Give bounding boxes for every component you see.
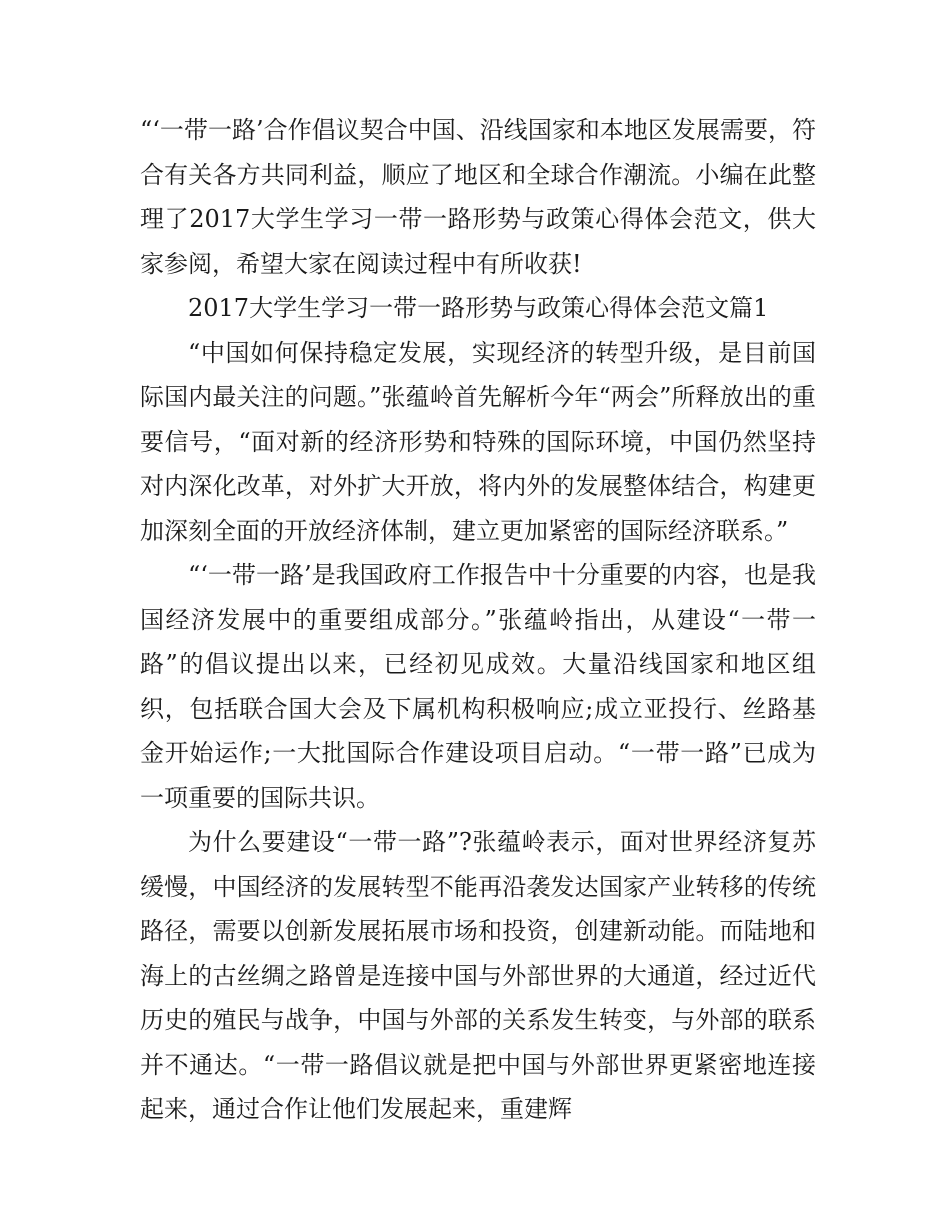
body-paragraph: 为什么要建设“一带一路”?张蕴岭表示，面对世界经济复苏缓慢，中国经济的发展转型不能再沿袭发达国家产业转移的传统路径，需要以创新发展拓展市场和投资，创建新动能。而陆地和海上的古丝绸之路曾是连接中国与外部世界的大通道，经过近代历史的殖民与战争，中国与外部的关系发生转变，与外部的联系并不通达。“一带一路倡议就是把中国与外部世界更紧密地连接起来，通过合作让他们发展起来，重建辉 [140, 828, 816, 1123]
body-paragraph: “中国如何保持稳定发展，实现经济的转型升级，是目前国际国内最关注的问题。”张蕴岭首先解析今年“两会”所释放出的重要信号，“面对新的经济形势和特殊的国际环境，中国仍然坚持对内深化改革，对外扩大开放，将内外的发展整体结合，构建更加深刻全面的开放经济体制，建立更加紧密的国际经济联系。” [140, 338, 816, 545]
intro-paragraph: “‘一带一路’合作倡议契合中国、沿线国家和本地区发展需要，符合有关各方共同利益，顺应了地区和全球合作潮流。小编在此整理了2017大学生学习一带一路形势与政策心得体会范文，供大家参阅，希望大家在阅读过程中有所收获! [140, 116, 816, 278]
body-paragraph: “‘一带一路’是我国政府工作报告中十分重要的内容，也是我国经济发展中的重要组成部分。”张蕴岭指出，从建设“一带一路”的倡议提出以来，已经初见成效。大量沿线国家和地区组织，包括联合国大会及下属机构积极响应;成立亚投行、丝路基金开始运作;一大批国际合作建设项目启动。“一带一路”已成为一项重要的国际共识。 [140, 561, 816, 812]
document-body [140, 108, 816, 1132]
section-heading: 2017大学生学习一带一路形势与政策心得体会范文篇1 [188, 294, 769, 322]
